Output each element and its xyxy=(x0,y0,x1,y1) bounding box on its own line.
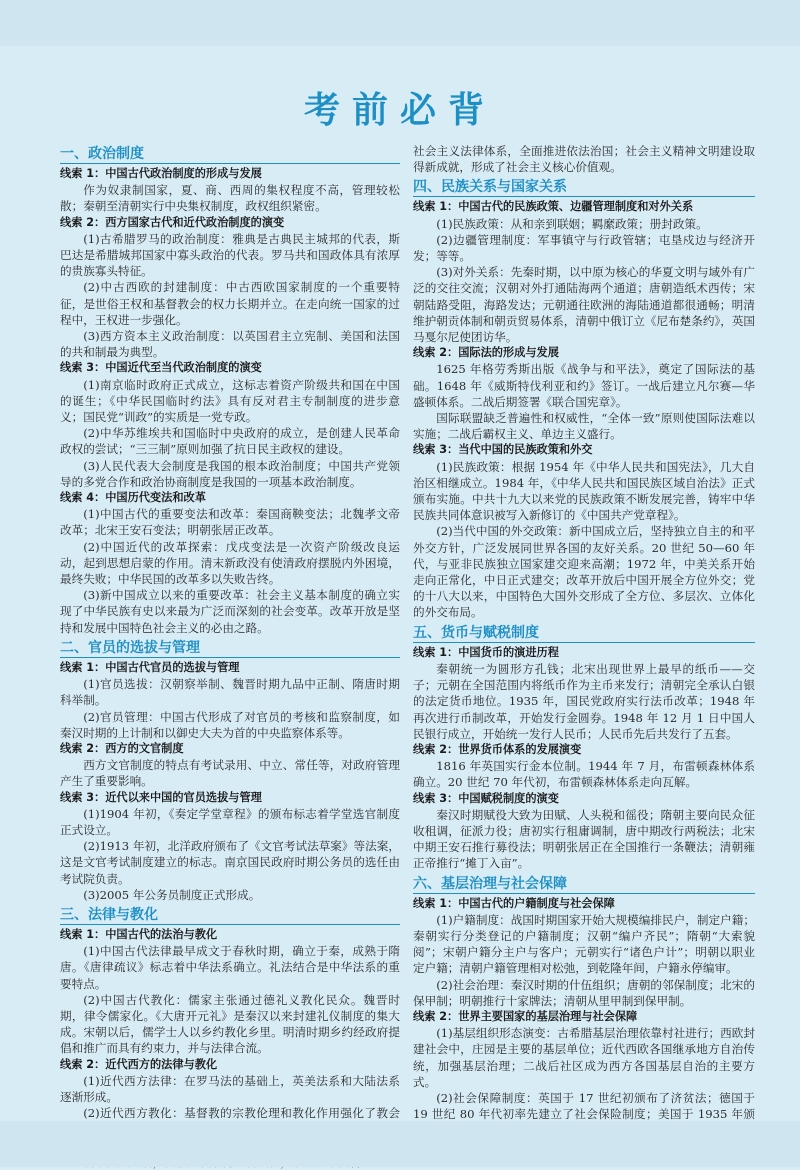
paragraph: 国际联盟缺乏普遍性和权威性，“全体一致”原则使国际法难以实施；二战后霸权主义、单边主义盛行。 xyxy=(413,411,755,442)
clue-heading: 线索 2：近代西方的法律与教化 xyxy=(60,1057,218,1071)
paragraph: (1)近代西方法律：在罗马法的基础上，英美法系和大陆法系逐渐形成。 xyxy=(60,1073,400,1104)
paragraph: (3)2005 年公务员制度正式形成。 xyxy=(83,887,261,902)
paragraph: (1)中国古代法律最早成文于春秋时期，确立于秦，成熟于隋唐。《唐律疏议》标志着中华法系确立。礼法结合是中华法系的重要特点。 xyxy=(60,944,400,991)
paragraph: (2)中华苏维埃共和国临时中央政府的成立，是创建人民革命政权的尝试；“三三制”原则加强了抗日民主政权的建设。 xyxy=(60,426,400,457)
section-heading: 二、官员的选拔与管理 xyxy=(60,638,400,658)
section-heading: 一、政治制度 xyxy=(60,144,400,164)
paragraph: (3)对外关系：先秦时期，以中原为核心的华夏文明与域外有广泛的交往交流；汉朝对外打通陆海两个通道；唐朝造纸术西传；宋朝陆路受阻，海路发达；元朝通往欧洲的海陆通道都很通畅；明清维护朝贡体制和朝贡贸易体系，清朝中俄订立《尼布楚条约》，英国马戛尔尼使团访华。 xyxy=(413,265,756,345)
paragraph: (2)中古西欧的封建制度：中古西欧国家制度的一个重要特征，是世俗王权和基督教会的权力长期并立。在走向统一国家的过程中，王权进一步强化。 xyxy=(60,280,400,327)
paragraph: 秦汉时期赋役大致为田赋、人头税和徭役；隋朝主要向民众征收租调，征派力役；唐初实行租庸调制，唐中期改行两税法；北宋中期王安石推行募役法；明朝张居正在全国推行一条鞭法；清朝雍正帝推行“摊丁入亩”。 xyxy=(413,807,755,871)
clue-heading: 线索 1：中国古代官员的选拔与管理 xyxy=(60,660,240,674)
paragraph: (2)中国古代教化：儒家主张通过德礼义教化民众。魏晋时期，律令儒家化。《大唐开元礼》是秦汉以来封建礼仪制度的集大成。宋朝以后，儒学士人以乡约教化乡里。明清时期乡约经政府提倡和推广而具有约束力，并与法律合流。 xyxy=(60,992,400,1056)
section-heading: 三、法律与教化 xyxy=(60,905,400,925)
paragraph: (2)中国近代的改革探索：戊戌变法是一次资产阶级改良运动，起到思想启蒙的作用。清末新政没有使清政府摆脱内外困境，最终失败；中华民国的改革多以失败告终。 xyxy=(60,539,400,587)
paragraph: (1)官员选拔：汉朝察举制、魏晋时期九品中正制、隋唐时期科举制。 xyxy=(60,677,400,708)
paragraph: (2)官员管理：中国古代形成了对官员的考核和监察制度，如秦汉时期的上计制和以御史大夫为首的中央监察体系等。 xyxy=(60,709,400,740)
paragraph: 西方文官制度的特点有考试录用、中立、常任等，对政府管理产生了重要影响。 xyxy=(60,758,400,789)
paragraph: (1)古希腊罗马的政治制度：雅典是古典民主城邦的代表，斯巴达是希腊城邦国家中寡头政治的代表。罗马共和国政体具有浓厚的贵族寡头特征。 xyxy=(60,231,400,279)
paragraph: (1)民族政策：从和亲到联姻；羁縻政策；册封政策。 xyxy=(436,216,708,231)
paragraph: 作为奴隶制国家，夏、商、西周的集权程度不高，管理较松散；秦朝至清朝实行中央集权制度，政权组织紧密。 xyxy=(60,183,400,214)
section-heading: 六、基层治理与社会保障 xyxy=(413,874,755,894)
clue-heading: 线索 3：当代中国的民族政策和外交 xyxy=(413,443,593,457)
clue-heading: 线索 3：中国近代至当代政治制度的演变 xyxy=(60,361,262,375)
paragraph: (2)边疆管理制度：军事镇守与行政管辖；屯垦戍边与经济开发；等等。 xyxy=(413,232,755,264)
paragraph: (3)西方资本主义政治制度：以英国君主立宪制、美国和法国的共和制最为典型。 xyxy=(60,329,400,360)
paragraph: (2)当代中国的外交政策：新中国成立后，坚持独立自主的和平外交方针，广泛发展同世界各国的友好关系。20 世纪 50—60 年代，与亚非民族独立国家建交迎来高潮；1972 年，中美关系开始走向正常化，中日正式建交；改革开放后中国开展全方位外交；党的十八大以来，中国特色大国外交形成了全方位、多层次、立体化的外交布局。 xyxy=(413,524,755,620)
clue-heading: 线索 2：世界货币体系的发展演变 xyxy=(413,742,582,756)
bottom-band xyxy=(0,1121,800,1167)
paragraph: 1816 年英国实行金本位制。1944 年 7 月，布雷顿森林体系确立。20 世纪 70 年代初，布雷顿森林体系走向瓦解。 xyxy=(413,759,755,790)
paragraph: (2)近代西方教化：基督教的宗教伦理和教化作用强化了教会 xyxy=(83,1106,400,1121)
paragraph: 秦朝统一为圆形方孔钱；北宋出现世界上最早的纸币——交子；元朝在全国范围内将纸币作为主币来发行；清朝完全承认白银的法定货币地位。1935 年，国民党政府实行法币改革；1948 年再次进行币制改革，开始发行金圆券。1948 年 12 月 1 日中国人民银行成立，开始统一发行人民币；人民币先后共发行了五套。 xyxy=(413,661,755,741)
top-band xyxy=(0,0,800,46)
paragraph: (1)户籍制度：战国时期国家开始大规模编排民户，制定户籍；秦朝实行分类登记的户籍制度；汉朝“编户齐民”；隋朝“大索貌阅”；宋朝户籍分主户与客户；元朝实行“诸色户计”；明朝以职业定户籍；清朝户籍管理相对松弛，到乾隆年间，户籍永停编审。 xyxy=(413,912,755,976)
paragraph: (2)1913 年初，北洋政府颁布了《文官考试法草案》等法案，这是文官考试制度建立的标志。南京国民政府时期公务员的选任由考试院负责。 xyxy=(60,839,400,886)
paragraph-continued: 社会主义法律体系，全面推进依法治国；社会主义精神文明建设取得新成就，形成了社会主义核心价值观。 xyxy=(413,144,755,175)
paragraph: (1)基层组织形态演变：古希腊基层治理依靠村社进行；西欧封建社会中，庄园是主要的基层单位；近代西欧各国继承地方自治传统，加强基层治理；二战后社区成为西方各国基层自治的主要方式。 xyxy=(413,1026,755,1089)
clue-heading: 线索 2：西方的文官制度 xyxy=(60,741,184,755)
clue-heading: 线索 2：国际法的形成与发展 xyxy=(413,346,559,360)
clue-heading: 线索 4：中国历代变法和改革 xyxy=(60,491,206,505)
paragraph: (3)新中国成立以来的重要改革：社会主义基本制度的确立实现了中华民族有史以来最为广泛而深刻的社会变革。改革开放是坚持和发展中国特色社会主义的必由之路。 xyxy=(60,588,400,635)
paragraph: (1)民族政策：根据 1954 年《中华人民共和国宪法》，几大自治区相继成立。1984 年，《中华人民共和国民族区域自治法》正式颁布实施。中共十九大以来党的民族政策不断发展完善，铸牢中华民族共同体意识被写入新修订的《中国共产党章程》。 xyxy=(413,459,755,523)
clue-heading: 线索 3：中国赋税制度的演变 xyxy=(413,791,559,805)
paragraph: 1625 年格劳秀斯出版《战争与和平法》，奠定了国际法的基础。1648 年《威斯特伐利亚和约》签订。一战后建立凡尔赛—华盛顿体系。二战后期签署《联合国宪章》。 xyxy=(413,362,755,409)
page-title: 考前必背 xyxy=(303,90,496,131)
clue-heading: 线索 1：中国古代的户籍制度与社会保障 xyxy=(413,896,615,910)
clue-heading: 线索 1：中国货币的演进历程 xyxy=(413,645,559,659)
paragraph: (2)社会治理：秦汉时期的什伍组织；唐朝的邻保制度；北宋的保甲制；明朝推行十家牌法；清朝从里甲制到保甲制。 xyxy=(413,977,755,1008)
paragraph: (1)中国古代的重要变法和改革：秦国商鞅变法；北魏孝文帝改革；北宋王安石变法；明朝张居正改革。 xyxy=(60,507,400,538)
clue-heading: 线索 1：中国古代的法治与教化 xyxy=(60,927,218,941)
right-column xyxy=(413,143,755,1155)
left-column xyxy=(60,142,400,1170)
paragraph: (1)1904 年初，《奏定学堂章程》的颁布标志着学堂选官制度正式设立。 xyxy=(60,806,400,837)
section-heading: 四、民族关系与国家关系 xyxy=(413,177,755,197)
paragraph: (1)南京临时政府正式成立，这标志着资产阶级共和国在中国的诞生；《中华民国临时约法》具有反对君主专制制度的进步意义；国民党“训政”的实质是一党专政。 xyxy=(60,377,400,425)
clue-heading: 线索 1：中国古代政治制度的形成与发展 xyxy=(60,167,262,180)
clue-heading: 线索 2：世界主要国家的基层治理与社会保障 xyxy=(413,1009,638,1023)
paragraph: (3)人民代表大会制度是我国的根本政治制度；中国共产党领导的多党合作和政治协商制度是我国的一项基本政治制度。 xyxy=(60,458,400,489)
clue-heading: 线索 2：西方国家古代和近代政治制度的演变 xyxy=(60,215,285,229)
paragraph: (2)社会保障制度：英国于 17 世纪初颁布了济贫法；德国于 19 世纪 80 年代初率先建立了社会保险制度；美国于 1935 年颁 xyxy=(413,1090,755,1122)
clue-heading: 线索 1：中国古代的民族政策、边疆管理制度和对外关系 xyxy=(413,200,694,214)
clue-heading: 线索 3：近代以来中国的官员选拔与管理 xyxy=(60,790,262,804)
section-heading: 五、货币与赋税制度 xyxy=(413,623,755,643)
